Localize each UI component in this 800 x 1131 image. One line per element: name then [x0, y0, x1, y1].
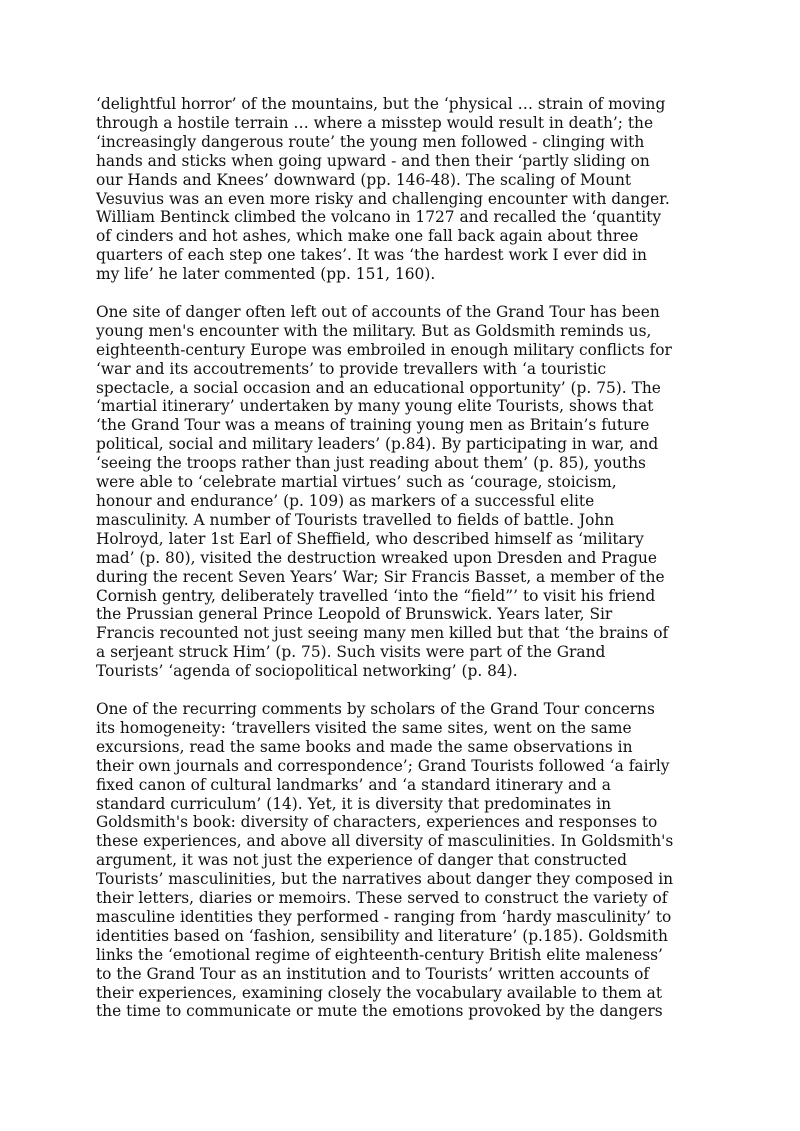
text-line: ‘increasingly dangerous route’ the young men followed - clinging with: [96, 132, 645, 151]
text-line: spectacle, a social occasion and an educational opportunity’ (p. 75). The: [96, 378, 661, 397]
text-line: Cornish gentry, deliberately travelled ‘into the “field”’ to visit his friend: [96, 586, 656, 605]
document-page: [96, 95, 706, 1040]
text-line: of cinders and hot ashes, which make one fall back again about three: [96, 227, 639, 246]
paragraph: [96, 700, 706, 1021]
text-line: Tourists’ ‘agenda of sociopolitical networking’ (p. 84).: [96, 662, 518, 681]
text-line: political, social and military leaders’ (p.84). By participating in war, and: [96, 435, 659, 454]
text-line: masculine identities they performed - ranging from ‘hardy masculinity’ to: [96, 907, 672, 926]
text-line: eighteenth-century Europe was embroiled in enough military conflicts for: [96, 340, 672, 359]
text-line: William Bentinck climbed the volcano in 1727 and recalled the ‘quantity: [96, 208, 662, 227]
text-line: young men's encounter with the military. But as Goldsmith reminds us,: [96, 321, 652, 340]
text-line: these experiences, and above all diversity of masculinities. In Goldsmith's: [96, 832, 674, 851]
text-line: hands and sticks when going upward - and then their ‘partly sliding on: [96, 151, 650, 170]
text-line: honour and endurance’ (p. 109) as markers of a successful elite: [96, 492, 595, 511]
text-line: mad’ (p. 80), visited the destruction wreaked upon Dresden and Prague: [96, 548, 657, 567]
text-line: were able to ‘celebrate martial virtues’ such as ‘courage, stoicism,: [96, 473, 617, 492]
text-line: One site of danger often left out of accounts of the Grand Tour has been: [96, 302, 660, 321]
text-line: ‘martial itinerary’ undertaken by many young elite Tourists, shows that: [96, 397, 654, 416]
text-line: argument, it was not just the experience of danger that constructed: [96, 851, 627, 870]
text-line: standard curriculum’ (14). Yet, it is diversity that predominates in: [96, 794, 612, 813]
text-line: its homogeneity: ‘travellers visited the same sites, went on the same: [96, 718, 632, 737]
text-line: identities based on ‘fashion, sensibility and literature’ (p.185). Goldsmith: [96, 926, 668, 945]
paragraph: [96, 95, 706, 284]
text-line: my life’ he later commented (pp. 151, 160).: [96, 265, 436, 284]
text-line: the Prussian general Prince Leopold of Brunswick. Years later, Sir: [96, 605, 613, 624]
text-line: links the ‘emotional regime of eighteenth-century British elite maleness’: [96, 945, 663, 964]
text-line: excursions, read the same books and made the same observations in: [96, 737, 633, 756]
text-line: Holroyd, later 1st Earl of Sheffield, who described himself as ‘military: [96, 529, 644, 548]
paragraph: [96, 303, 706, 681]
text-line: the time to communicate or mute the emotions provoked by the dangers: [96, 1002, 663, 1021]
text-line: to the Grand Tour as an institution and to Tourists’ written accounts of: [96, 964, 650, 983]
text-line: ‘seeing the troops rather than just reading about them’ (p. 85), youths: [96, 454, 646, 473]
text-line: Francis recounted not just seeing many men killed but that ‘the brains of: [96, 624, 669, 643]
text-line: ‘war and its accoutrements’ to provide trevallers with ‘a touristic: [96, 359, 607, 378]
text-line: their own journals and correspondence’; Grand Tourists followed ‘a fairly: [96, 756, 670, 775]
text-line: quarters of each step one takes’. It was ‘the hardest work I ever did in: [96, 246, 647, 265]
text-line: ‘the Grand Tour was a means of training young men as Britain’s future: [96, 416, 650, 435]
text-line: our Hands and Knees’ downward (pp. 146-48). The scaling of Mount: [96, 170, 632, 189]
text-line: Tourists’ masculinities, but the narratives about danger they composed in: [96, 870, 674, 889]
text-line: Goldsmith's book: diversity of characters, experiences and responses to: [96, 813, 658, 832]
text-line: Vesuvius was an even more risky and challenging encounter with danger.: [96, 189, 670, 208]
text-line: during the recent Seven Years’ War; Sir Francis Basset, a member of the: [96, 567, 665, 586]
text-line: fixed canon of cultural landmarks’ and ‘a standard itinerary and a: [96, 775, 611, 794]
text-line: ‘delightful horror’ of the mountains, but the ‘physical … strain of moving: [96, 95, 666, 113]
text-line: a serjeant struck Him’ (p. 75). Such visits were part of the Grand: [96, 643, 606, 662]
text-line: their letters, diaries or memoirs. These served to construct the variety of: [96, 889, 668, 908]
text-line: their experiences, examining closely the vocabulary available to them at: [96, 983, 663, 1002]
text-line: One of the recurring comments by scholars of the Grand Tour concerns: [96, 699, 655, 718]
text-line: masculinity. A number of Tourists travelled to fields of battle. John: [96, 510, 615, 529]
text-line: through a hostile terrain … where a misstep would result in death’; the: [96, 113, 654, 132]
